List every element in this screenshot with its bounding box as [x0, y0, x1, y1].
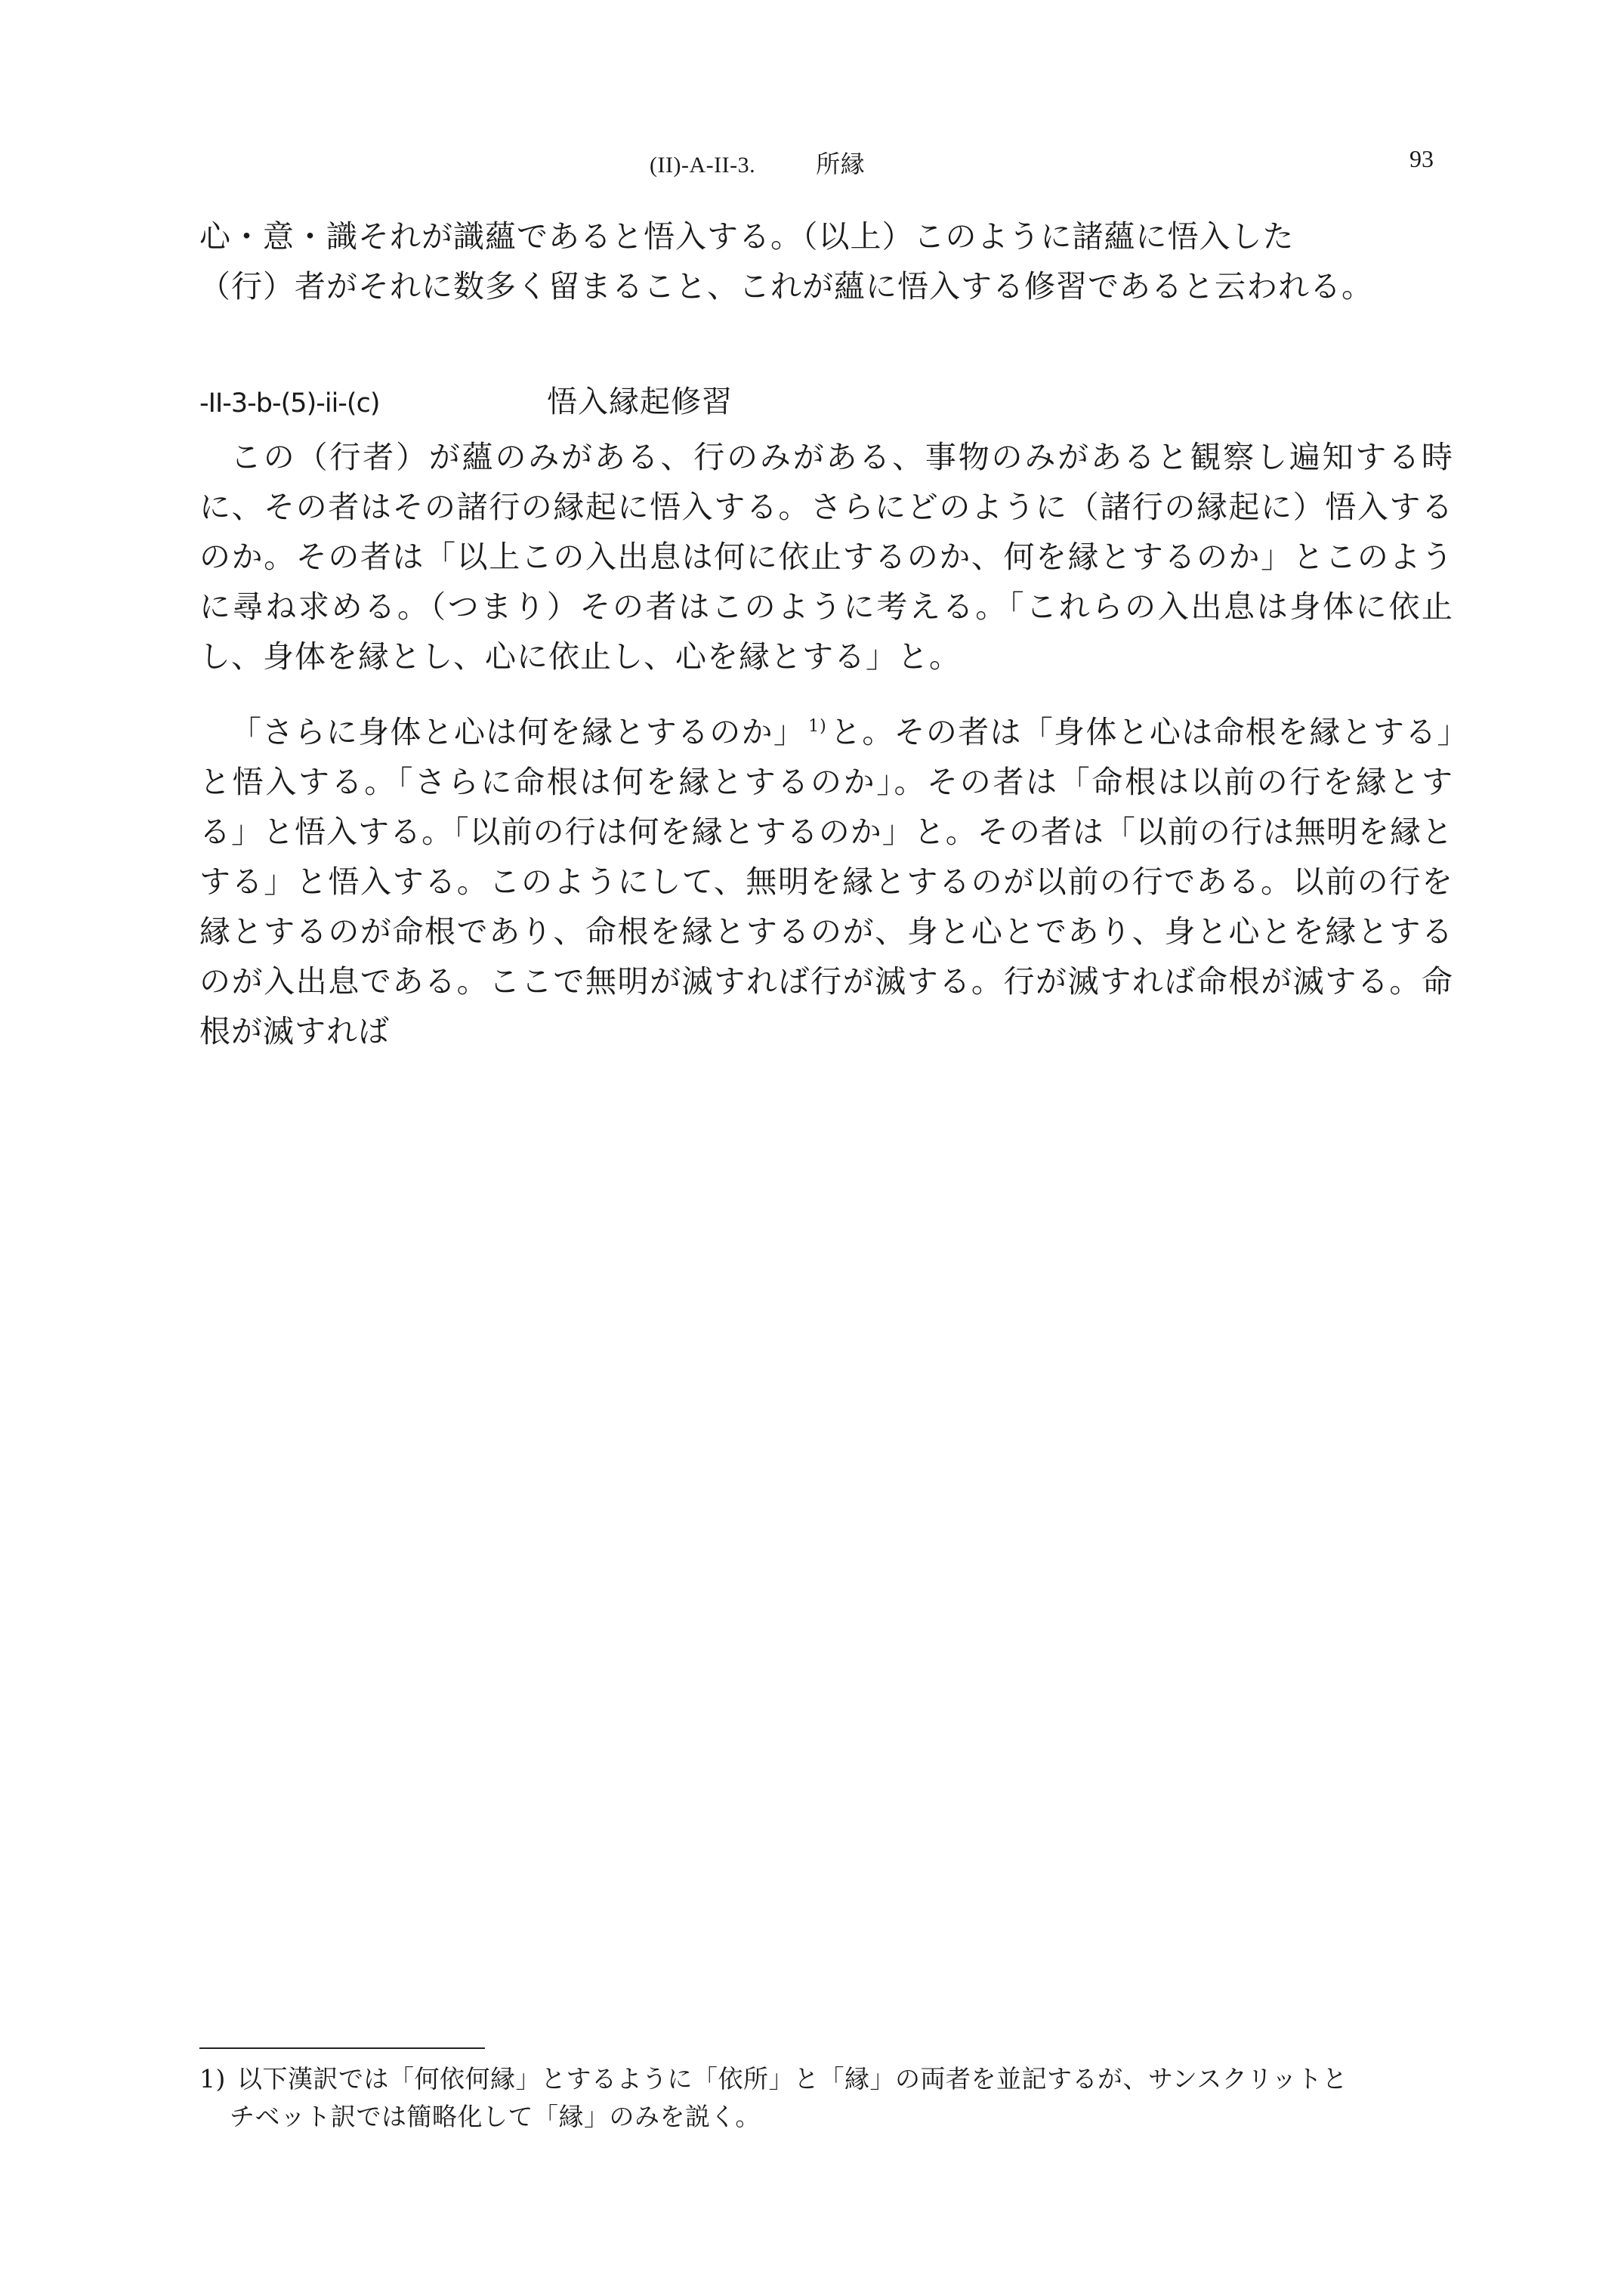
section-heading-title: 悟入縁起修習: [547, 385, 733, 419]
page-number: 93: [1409, 145, 1434, 172]
paragraph-text-after: と。その者は「身体と心は命根を縁とする」と悟入する。「さらに命根は何を縁とするのか」。その者は「命根は以前の行を縁とする」と悟入する。「以前の行は何を縁とするのか」と。その者は「以前の行は無明を縁とする」と悟入する。このようにして、無明を縁とするのが以前の行である。以前の行を縁とするのが命根であり、命根を縁とするのが、身と心とであり、身と心とを縁とするのが入出息である。ここで無明が滅すれば行が滅する。行が滅すれば命根が滅する。命根が滅すれば: [199, 714, 1454, 1049]
footnote-divider: [199, 2047, 485, 2049]
footnote-reference[interactable]: 1): [808, 717, 827, 737]
section-code: (II)-A-II-3.: [650, 153, 756, 178]
footnote-line: チベット訳では簡略化して「縁」のみを説く。: [230, 2102, 761, 2131]
paragraph-2: [199, 707, 1453, 1056]
paragraph-1: [199, 432, 1453, 681]
footnote-number: 1): [199, 2064, 226, 2094]
paragraph-text-before: 「さらに身体と心は何を縁とするのか」: [230, 714, 806, 750]
running-head: [650, 145, 865, 180]
footnote: [199, 2060, 1453, 2136]
paragraph-text: この（行者）が蘊のみがある、行のみがある、事物のみがあると観察し遍知する時に、その者はその諸行の縁起に悟入する。さらにどのように（諸行の縁起に）悟入するのか。その者は「以上この入出息は何に依止するのか、何を縁とするのか」とこのように尋ね求める。（つまり）その者はこのように考える。「これらの入出息は身体に依止し、身体を縁とし、心に依止し、心を縁とする」と。: [199, 439, 1453, 675]
paragraph-text: [199, 707, 1453, 1056]
section-title-header: 所縁: [816, 150, 866, 178]
section-heading-code: -II-3-b-(5)-ii-(c): [199, 388, 380, 419]
paragraph-continued: [199, 212, 1453, 311]
footnote-line: 以下漢訳では「何依何縁」とするように「依所」と「縁」の両者を並記するが、サンスクリットと: [237, 2064, 1348, 2094]
section-heading: [199, 379, 1453, 426]
text-line: （行）者がそれに数多く留まること、これが蘊に悟入する修習であると云われる。: [199, 268, 1373, 304]
text-line: 心・意・識それが識蘊であると悟入する。（以上）このように諸蘊に悟入した: [199, 218, 1295, 255]
